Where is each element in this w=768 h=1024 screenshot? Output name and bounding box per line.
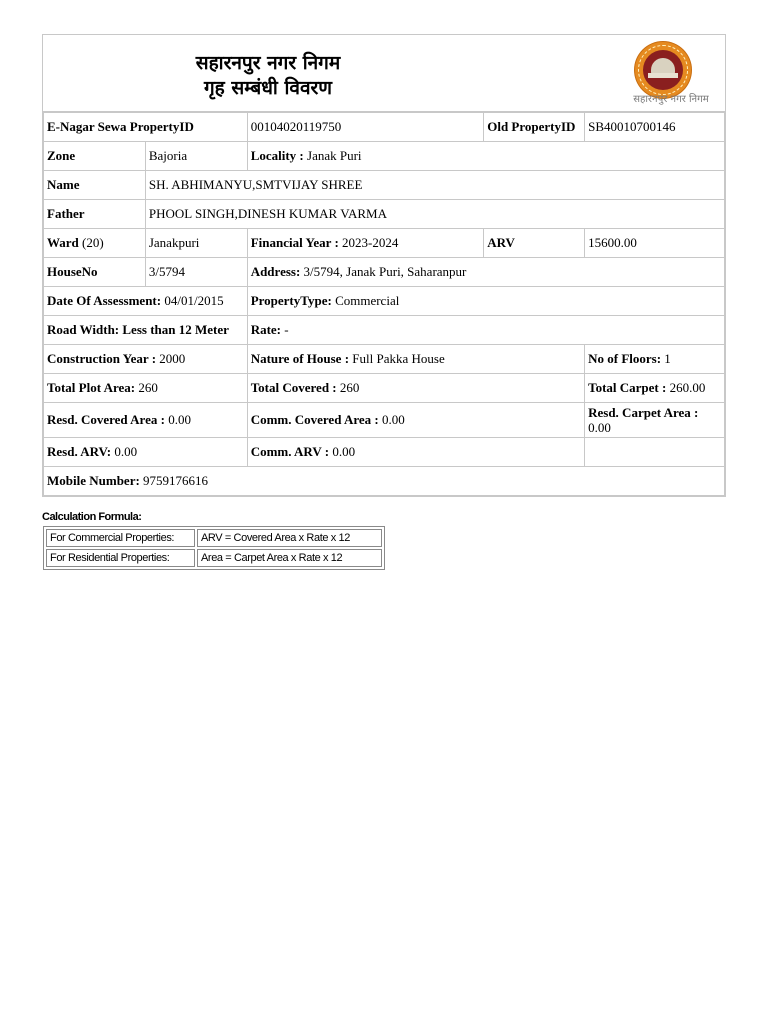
name-label-cell: Name (44, 171, 146, 200)
title-line-2: गृह सम्बंधी विवरण (203, 77, 333, 99)
table-row (44, 171, 725, 200)
table-row (44, 200, 725, 229)
houseno-label-cell: HouseNo (44, 258, 146, 287)
table-row (44, 113, 725, 142)
old-id-value-cell: SB40010700146 (585, 113, 725, 142)
resd-covered-cell: Resd. Covered Area : 0.00 (44, 403, 248, 438)
enagar-value-cell: 00104020119750 (247, 113, 484, 142)
resd-carpet-cell: Resd. Carpet Area : 0.00 (585, 403, 725, 438)
title-line-1: सहारनपुर नगर निगम (195, 52, 341, 74)
property-type-cell: PropertyType: Commercial (247, 287, 724, 316)
page-title (43, 51, 493, 101)
table-row (44, 258, 725, 287)
logo-caption: सहारनपुर नगर निगम (633, 94, 709, 105)
municipal-logo-icon (635, 42, 691, 98)
empty-cell (585, 438, 725, 467)
rate-cell: Rate: - (247, 316, 724, 345)
plot-area-cell: Total Plot Area: 260 (44, 374, 248, 403)
total-covered-cell: Total Covered : 260 (247, 374, 584, 403)
table-row (44, 403, 725, 438)
document-header (43, 35, 725, 112)
comm-arv-cell: Comm. ARV : 0.00 (247, 438, 584, 467)
old-id-label-cell: Old PropertyID (484, 113, 585, 142)
table-row (44, 142, 725, 171)
floors-cell: No of Floors: 1 (585, 345, 725, 374)
comm-covered-cell: Comm. Covered Area : 0.00 (247, 403, 584, 438)
table-row (44, 467, 725, 496)
property-details-table (43, 112, 725, 496)
table-row (44, 316, 725, 345)
table-row (46, 529, 382, 547)
arv-value-cell: 15600.00 (585, 229, 725, 258)
residential-formula-cell: Area = Carpet Area x Rate x 12 (197, 549, 382, 567)
financial-year-cell: Financial Year : 2023-2024 (247, 229, 484, 258)
ward-value-cell: Janakpuri (145, 229, 247, 258)
address-cell: Address: 3/5794, Janak Puri, Saharanpur (247, 258, 724, 287)
table-row (46, 549, 382, 567)
table-row (44, 374, 725, 403)
resd-arv-cell: Resd. ARV: 0.00 (44, 438, 248, 467)
father-value-cell: PHOOL SINGH,DINESH KUMAR VARMA (145, 200, 724, 229)
name-value-cell: SH. ABHIMANYU,SMTVIJAY SHREE (145, 171, 724, 200)
table-row (44, 345, 725, 374)
assessment-date-cell: Date Of Assessment: 04/01/2015 (44, 287, 248, 316)
houseno-value-cell: 3/5794 (145, 258, 247, 287)
road-width-cell: Road Width: Less than 12 Meter (44, 316, 248, 345)
zone-label-cell: Zone (44, 142, 146, 171)
zone-value-cell: Bajoria (145, 142, 247, 171)
locality-cell: Locality : Janak Puri (247, 142, 724, 171)
nature-of-house-cell: Nature of House : Full Pakka House (247, 345, 584, 374)
table-row (44, 229, 725, 258)
enagar-label-cell: E-Nagar Sewa PropertyID (44, 113, 248, 142)
total-carpet-cell: Total Carpet : 260.00 (585, 374, 725, 403)
table-row (44, 438, 725, 467)
residential-label-cell: For Residential Properties: (46, 549, 195, 567)
commercial-formula-cell: ARV = Covered Area x Rate x 12 (197, 529, 382, 547)
formula-title: Calculation Formula: (42, 511, 142, 523)
mobile-cell: Mobile Number: 9759176616 (44, 467, 725, 496)
father-label-cell: Father (44, 200, 146, 229)
table-row (44, 287, 725, 316)
arv-label-cell: ARV (484, 229, 585, 258)
construction-year-cell: Construction Year : 2000 (44, 345, 248, 374)
commercial-label-cell: For Commercial Properties: (46, 529, 195, 547)
property-sheet (42, 34, 726, 497)
ward-label-cell: Ward (20) (44, 229, 146, 258)
calculation-formula-table (43, 526, 385, 570)
